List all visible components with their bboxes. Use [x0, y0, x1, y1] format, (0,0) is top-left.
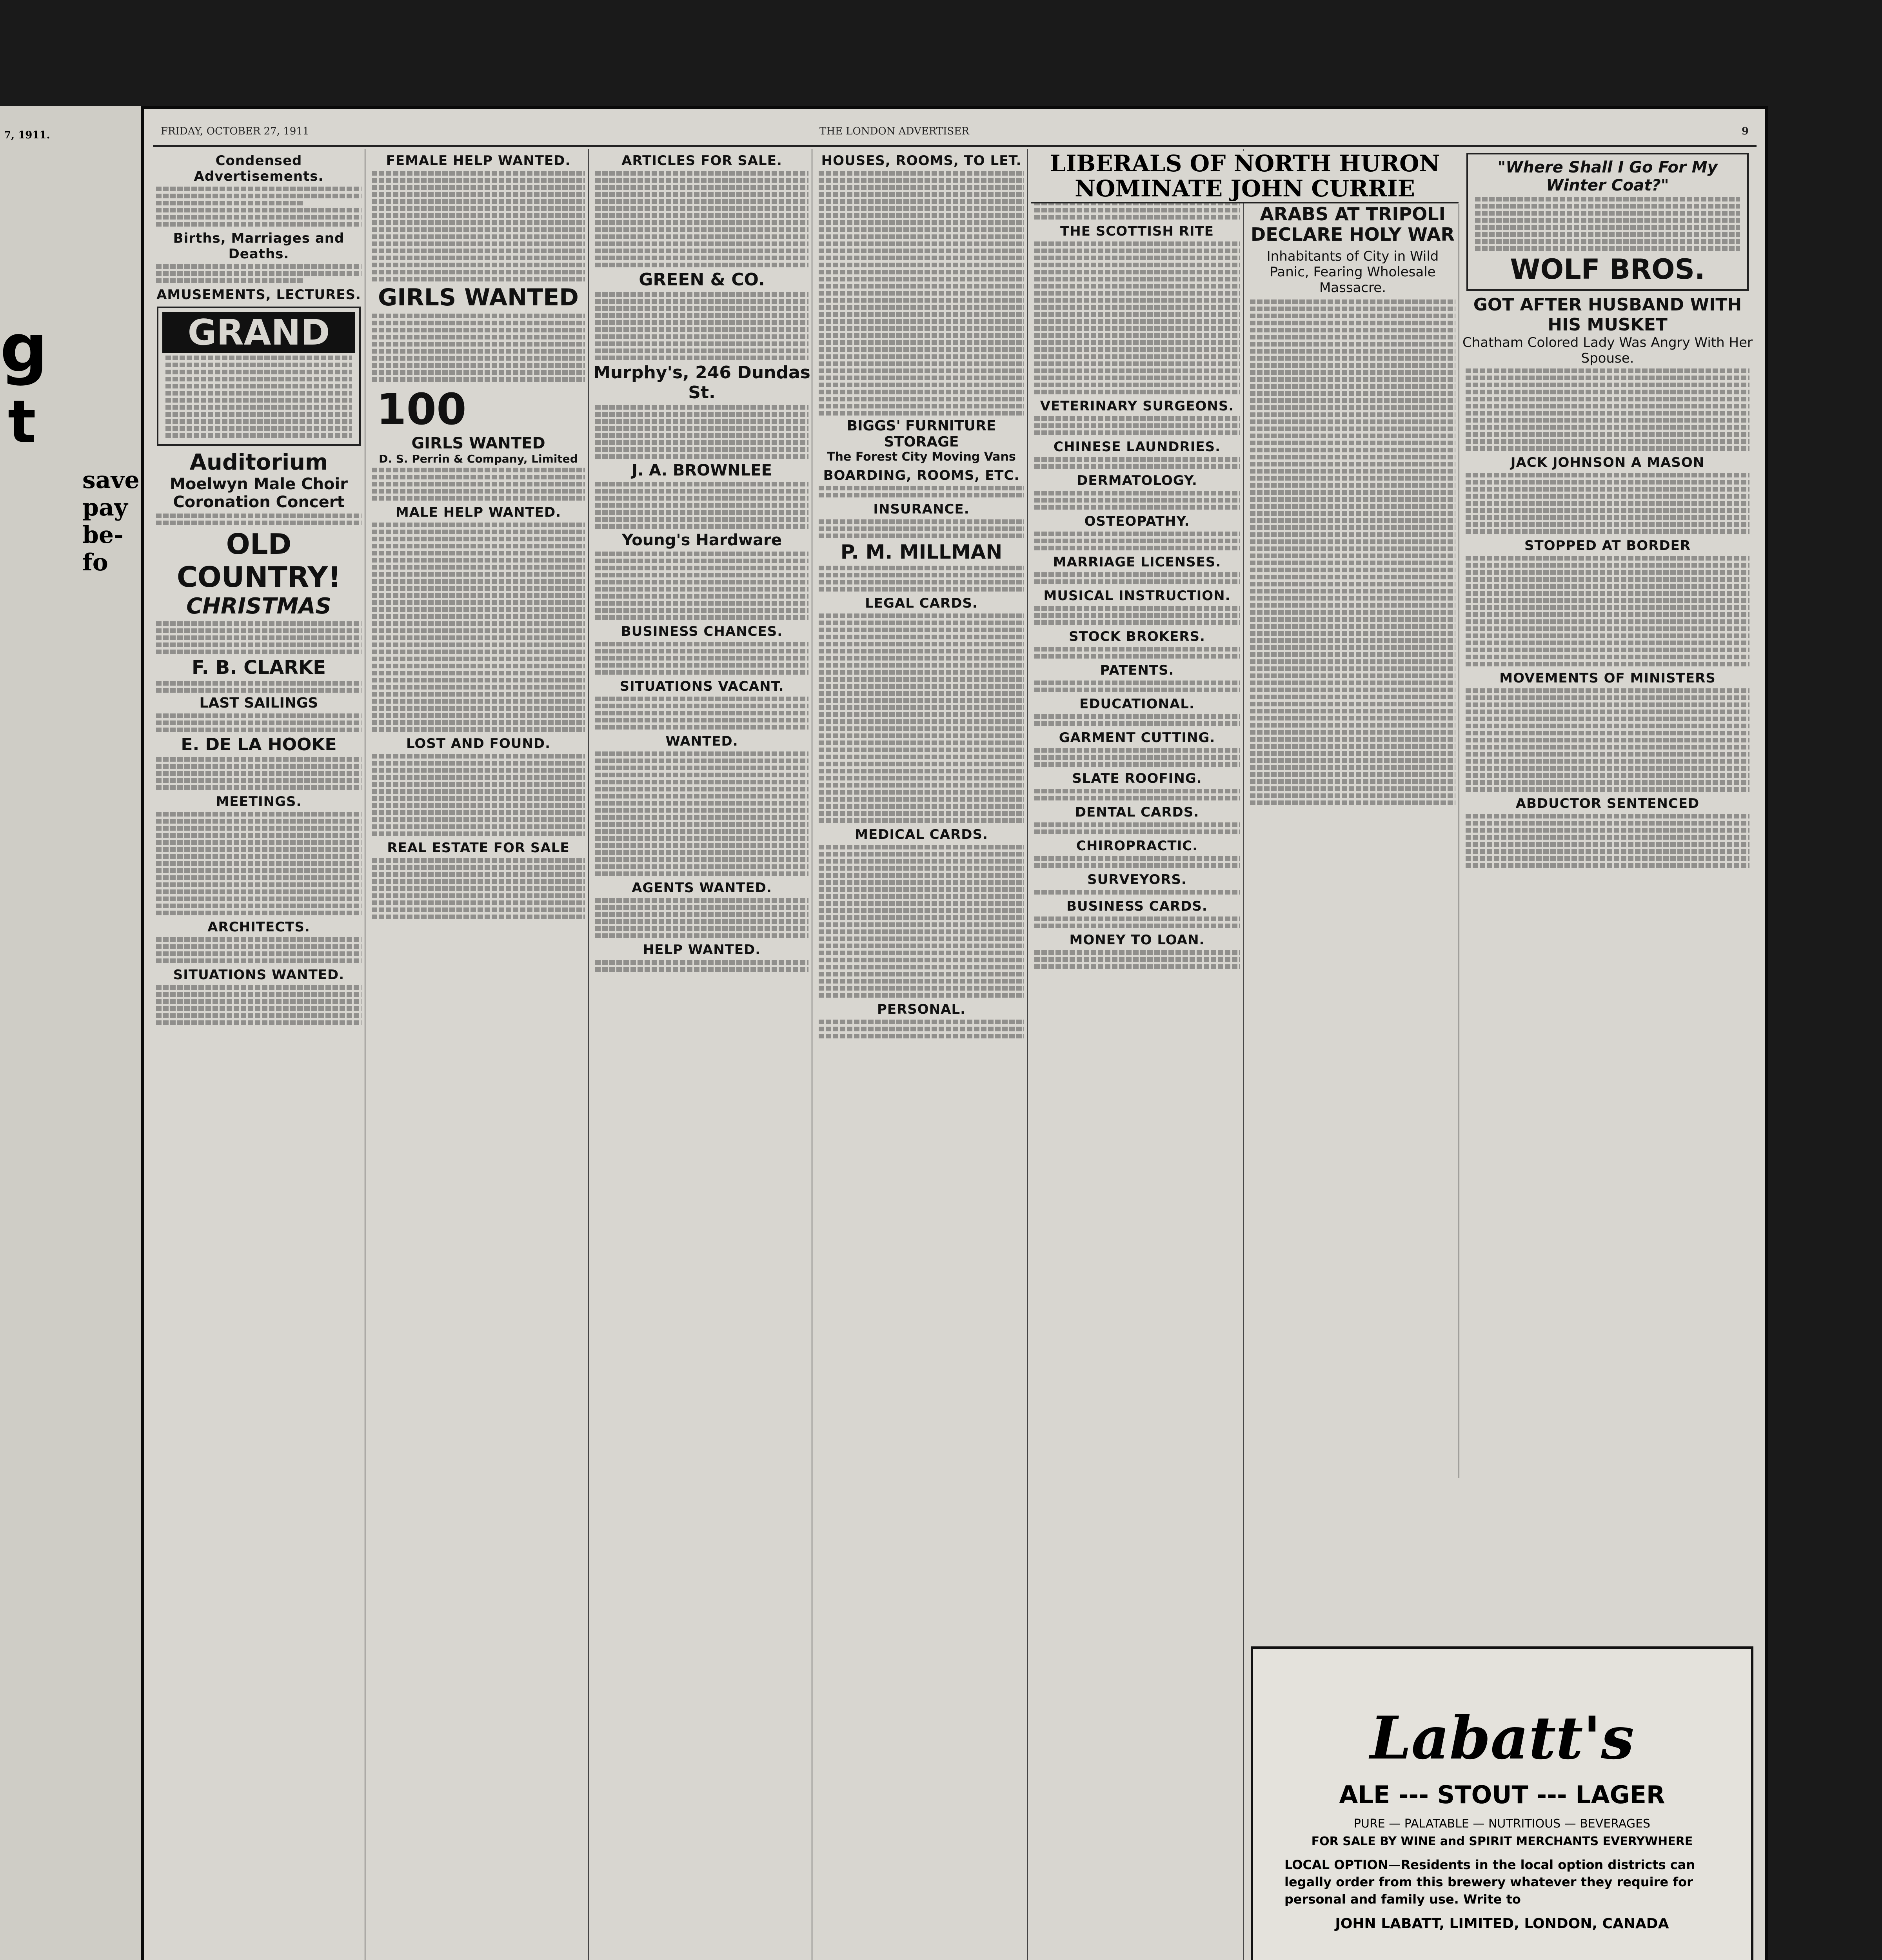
left-save: save [82, 466, 140, 494]
jack-johnson-heading: JACK JOHNSON A MASON [1510, 455, 1705, 470]
personal-heading: PERSONAL. [877, 1002, 966, 1017]
left-date: 7, 1911. [4, 129, 50, 141]
coronation-title: Coronation Concert [173, 493, 345, 511]
old-country-title: OLD COUNTRY! [176, 528, 341, 593]
christmas-title: CHRISTMAS [186, 593, 331, 619]
chinese-laundries-heading: CHINESE LAUNDRIES. [1054, 439, 1221, 455]
surveyors-heading: SURVEYORS. [1087, 872, 1187, 887]
dental-cards-heading: DENTAL CARDS. [1075, 804, 1199, 820]
dermatology-heading: DERMATOLOGY. [1077, 473, 1197, 488]
agents-wanted-heading: AGENTS WANTED. [632, 880, 772, 896]
column-classifieds-2 [369, 149, 589, 1960]
column-classifieds-4 [816, 149, 1028, 1960]
brownlee-title: J. A. BROWNLEE [632, 461, 772, 479]
header-date: FRIDAY, OCTOBER 27, 1911 [161, 125, 309, 137]
births-heading: Births, Marriages and Deaths. [173, 230, 345, 262]
liberals-headline: LIBERALS OF NORTH HURON NOMINATE JOHN CURRIE [1031, 151, 1459, 203]
arabs-subhead: Inhabitants of City in Wild Panic, Fearing Wholesale Massacre. [1266, 249, 1439, 296]
marriage-licenses-heading: MARRIAGE LICENSES. [1053, 554, 1221, 570]
labatt-brand: Labatt's [1370, 1704, 1634, 1773]
column-news-5 [1031, 149, 1244, 1960]
labatt-ad [1251, 1646, 1753, 1960]
scottish-rite-heading: THE SCOTTISH RITE [1060, 223, 1214, 239]
houses-rooms-heading: HOUSES, ROOMS, TO LET. [821, 153, 1022, 169]
header-page-number: 9 [1741, 125, 1749, 137]
wolf-bros-title: WOLF BROS. [1510, 253, 1705, 285]
boarding-heading: BOARDING, ROOMS, ETC. [823, 468, 1020, 483]
ministers-heading: MOVEMENTS OF MINISTERS [1499, 670, 1716, 686]
musical-instruction-heading: MUSICAL INSTRUCTION. [1043, 588, 1231, 604]
veterinary-heading: VETERINARY SURGEONS. [1040, 398, 1234, 414]
forest-city-title: The Forest City Moving Vans [827, 450, 1016, 464]
left-pay: pay [82, 494, 128, 521]
column-news-7 [1462, 149, 1753, 1474]
medical-cards-heading: MEDICAL CARDS. [855, 827, 988, 842]
labatt-line5: JOHN LABATT, LIMITED, LONDON, CANADA [1335, 1916, 1669, 1932]
educational-heading: EDUCATIONAL. [1079, 696, 1195, 712]
column-classifieds-3 [592, 149, 812, 1960]
hooke-title: E. DE LA HOOKE [181, 735, 337, 755]
left-big-t: t [8, 388, 36, 456]
biggs-title: BIGGS' FURNITURE STORAGE [847, 418, 996, 450]
clarke-title: F. B. CLARKE [191, 657, 326, 679]
architects-heading: ARCHITECTS. [207, 919, 310, 935]
stopped-border-heading: STOPPED AT BORDER [1524, 538, 1691, 554]
hundred-title: 100 [376, 384, 467, 434]
insurance-heading: INSURANCE. [873, 501, 970, 517]
left-fo: fo [82, 549, 108, 576]
abductor-heading: ABDUCTOR SENTENCED [1515, 796, 1700, 811]
business-chances-heading: BUSINESS CHANCES. [621, 624, 783, 639]
newspaper-page [141, 106, 1768, 1960]
amusements-heading: AMUSEMENTS, LECTURES. [156, 287, 361, 303]
youngs-title: Young's Hardware [622, 531, 782, 549]
situations-wanted-heading: SITUATIONS WANTED. [173, 967, 345, 983]
left-big-g: g [0, 310, 48, 387]
auditorium-title: Auditorium [189, 450, 328, 475]
husband-headline: GOT AFTER HUSBAND WITH HIS MUSKET [1473, 295, 1742, 335]
garment-cutting-heading: GARMENT CUTTING. [1059, 730, 1215, 746]
condensed-ads-heading: Condensed Advertisements. [194, 153, 324, 184]
legal-cards-heading: LEGAL CARDS. [865, 595, 978, 611]
labatt-line4: LOCAL OPTION—Residents in the local option districts can legally order from this brewery whatever they require for personal and family use. Write to [1284, 1857, 1695, 1907]
wolf-bros-ad [1466, 153, 1749, 291]
grand-title: GRAND [162, 312, 355, 353]
real-estate-heading: REAL ESTATE FOR SALE [387, 840, 570, 856]
arabs-headline: ARABS AT TRIPOLI DECLARE HOLY WAR [1251, 204, 1455, 245]
labatt-line3: FOR SALE BY WINE and SPIRIT MERCHANTS EVERYWHERE [1311, 1835, 1693, 1848]
osteopathy-heading: OSTEOPATHY. [1084, 514, 1190, 529]
money-to-loan-heading: MONEY TO LOAN. [1069, 932, 1205, 948]
girls-wanted-title: GIRLS WANTED [378, 284, 579, 311]
slate-roofing-heading: SLATE ROOFING. [1072, 771, 1202, 786]
female-help-heading: FEMALE HELP WANTED. [386, 153, 571, 169]
husband-subhead: Chatham Colored Lady Was Angry With Her Spouse. [1462, 335, 1753, 366]
column-classifieds-1 [153, 149, 365, 1960]
page-header [153, 118, 1757, 147]
winter-coat-headline: "Where Shall I Go For My Winter Coat?" [1497, 158, 1718, 194]
perrin-title: D. S. Perrin & Company, Limited [379, 452, 578, 465]
situations-vacant-heading: SITUATIONS VACANT. [619, 679, 784, 694]
lost-found-heading: LOST AND FOUND. [406, 736, 551, 751]
meetings-heading: MEETINGS. [216, 794, 302, 809]
grand-ad [157, 307, 361, 446]
stock-brokers-heading: STOCK BROKERS. [1069, 629, 1205, 644]
millman-title: P. M. MILLMAN [840, 541, 1003, 563]
column-news-6 [1247, 204, 1459, 1478]
header-masthead: THE LONDON ADVERTISER [819, 125, 969, 137]
sailings-title: LAST SAILINGS [199, 695, 318, 711]
labatt-line2: PURE — PALATABLE — NUTRITIOUS — BEVERAGES [1353, 1817, 1651, 1831]
labatt-line1: ALE --- STOUT --- LAGER [1339, 1780, 1665, 1809]
chiropractic-heading: CHIROPRACTIC. [1076, 838, 1198, 854]
left-be: be- [82, 521, 124, 549]
green-co-title: GREEN & CO. [639, 270, 765, 290]
left-page-edge [0, 106, 141, 1960]
girls-wanted-2-title: GIRLS WANTED [411, 434, 545, 452]
help-wanted-heading: HELP WANTED. [643, 942, 761, 958]
business-cards-heading: BUSINESS CARDS. [1066, 898, 1208, 914]
articles-sale-heading: ARTICLES FOR SALE. [621, 153, 782, 169]
male-help-heading: MALE HELP WANTED. [395, 505, 561, 520]
murphy-title: Murphy's, 246 Dundas St. [593, 363, 810, 403]
patents-heading: PATENTS. [1100, 662, 1174, 678]
moelwyn-title: Moelwyn Male Choir [170, 475, 348, 493]
wanted-heading: WANTED. [665, 733, 738, 749]
